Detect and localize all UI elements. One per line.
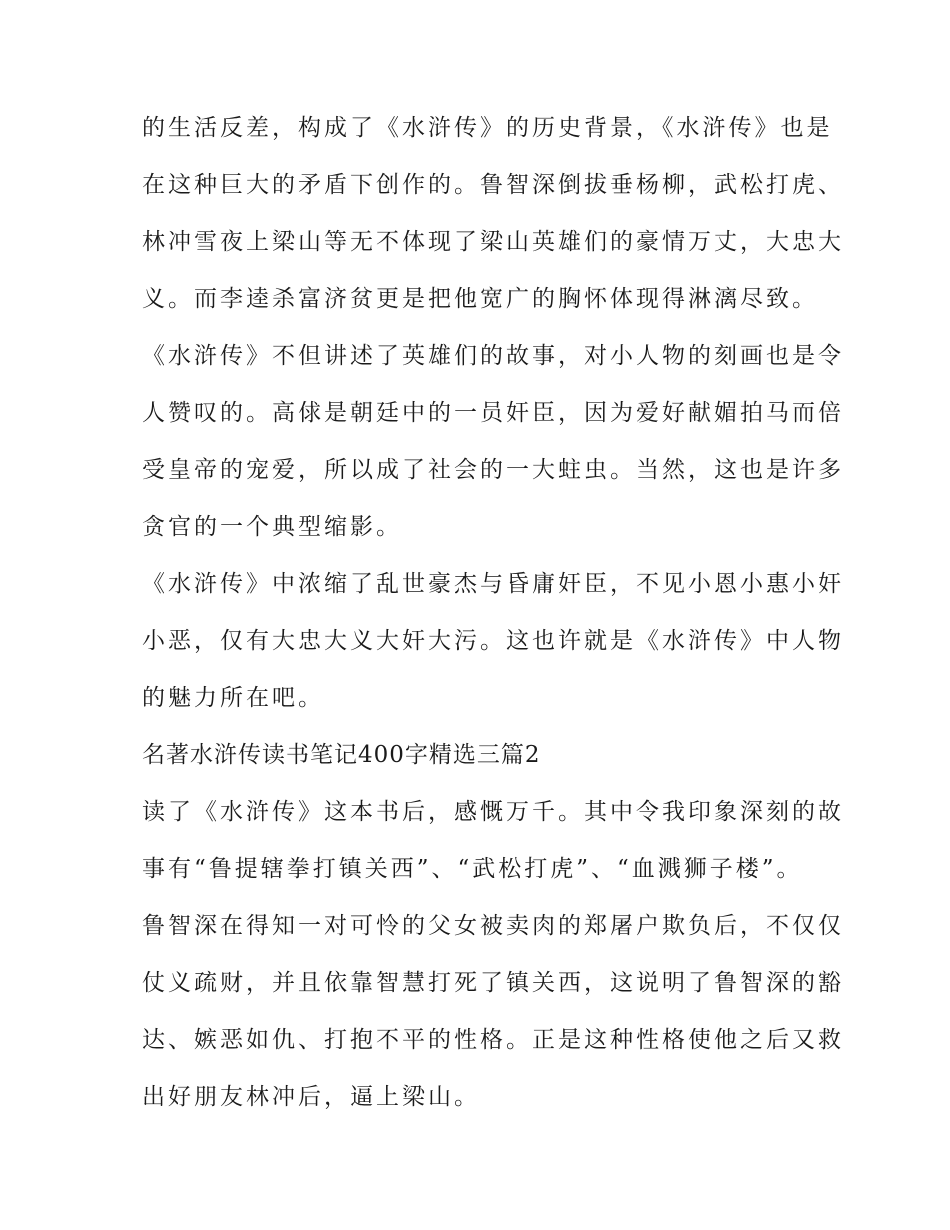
text-line: 义。而李逵杀富济贫更是把他宽广的胸怀体现得淋漓尽致。 [142,286,818,312]
text-line: 《水浒传》中浓缩了乱世豪杰与昏庸奸臣，不见小恩小惠小奸 [142,571,844,597]
text-line: 的魅力所在吧。 [142,685,324,711]
text-line: 在这种巨大的矛盾下创作的。鲁智深倒拔垂杨柳，武松打虎、 [142,172,844,198]
text-line: 读了《水浒传》这本书后，感慨万千。其中令我印象深刻的故 [142,799,844,825]
text-line: 小恶，仅有大忠大义大奸大污。这也许就是《水浒传》中人物 [142,628,844,654]
text-line: 的生活反差，构成了《水浒传》的历史背景，《水浒传》也是 [142,115,833,141]
text-line: 林冲雪夜上梁山等无不体现了梁山英雄们的豪情万丈，大忠大 [142,229,844,255]
text-line: 《水浒传》不但讲述了英雄们的故事，对小人物的刻画也是令 [142,343,844,369]
text-line: 贪官的一个典型缩影。 [142,514,402,540]
text-line: 达、嫉恶如仇、打抱不平的性格。正是这种性格使他之后又救 [142,1027,844,1053]
text-line: 出好朋友林冲后，逼上梁山。 [142,1084,480,1110]
section-heading: 名著水浒传读书笔记400字精选三篇2 [142,742,541,768]
text-line: 仗义疏财，并且依靠智慧打死了镇关西，这说明了鲁智深的豁 [142,970,844,996]
text-line: 受皇帝的宠爱，所以成了社会的一大蛀虫。当然，这也是许多 [142,457,844,483]
text-line: 人赞叹的。高俅是朝廷中的一员奸臣，因为爱好献媚拍马而倍 [142,400,844,426]
text-line: 事有“鲁提辖拳打镇关西”、“武松打虎”、“血溅狮子楼”。 [142,856,803,882]
text-line: 鲁智深在得知一对可怜的父女被卖肉的郑屠户欺负后，不仅仅 [142,913,844,939]
